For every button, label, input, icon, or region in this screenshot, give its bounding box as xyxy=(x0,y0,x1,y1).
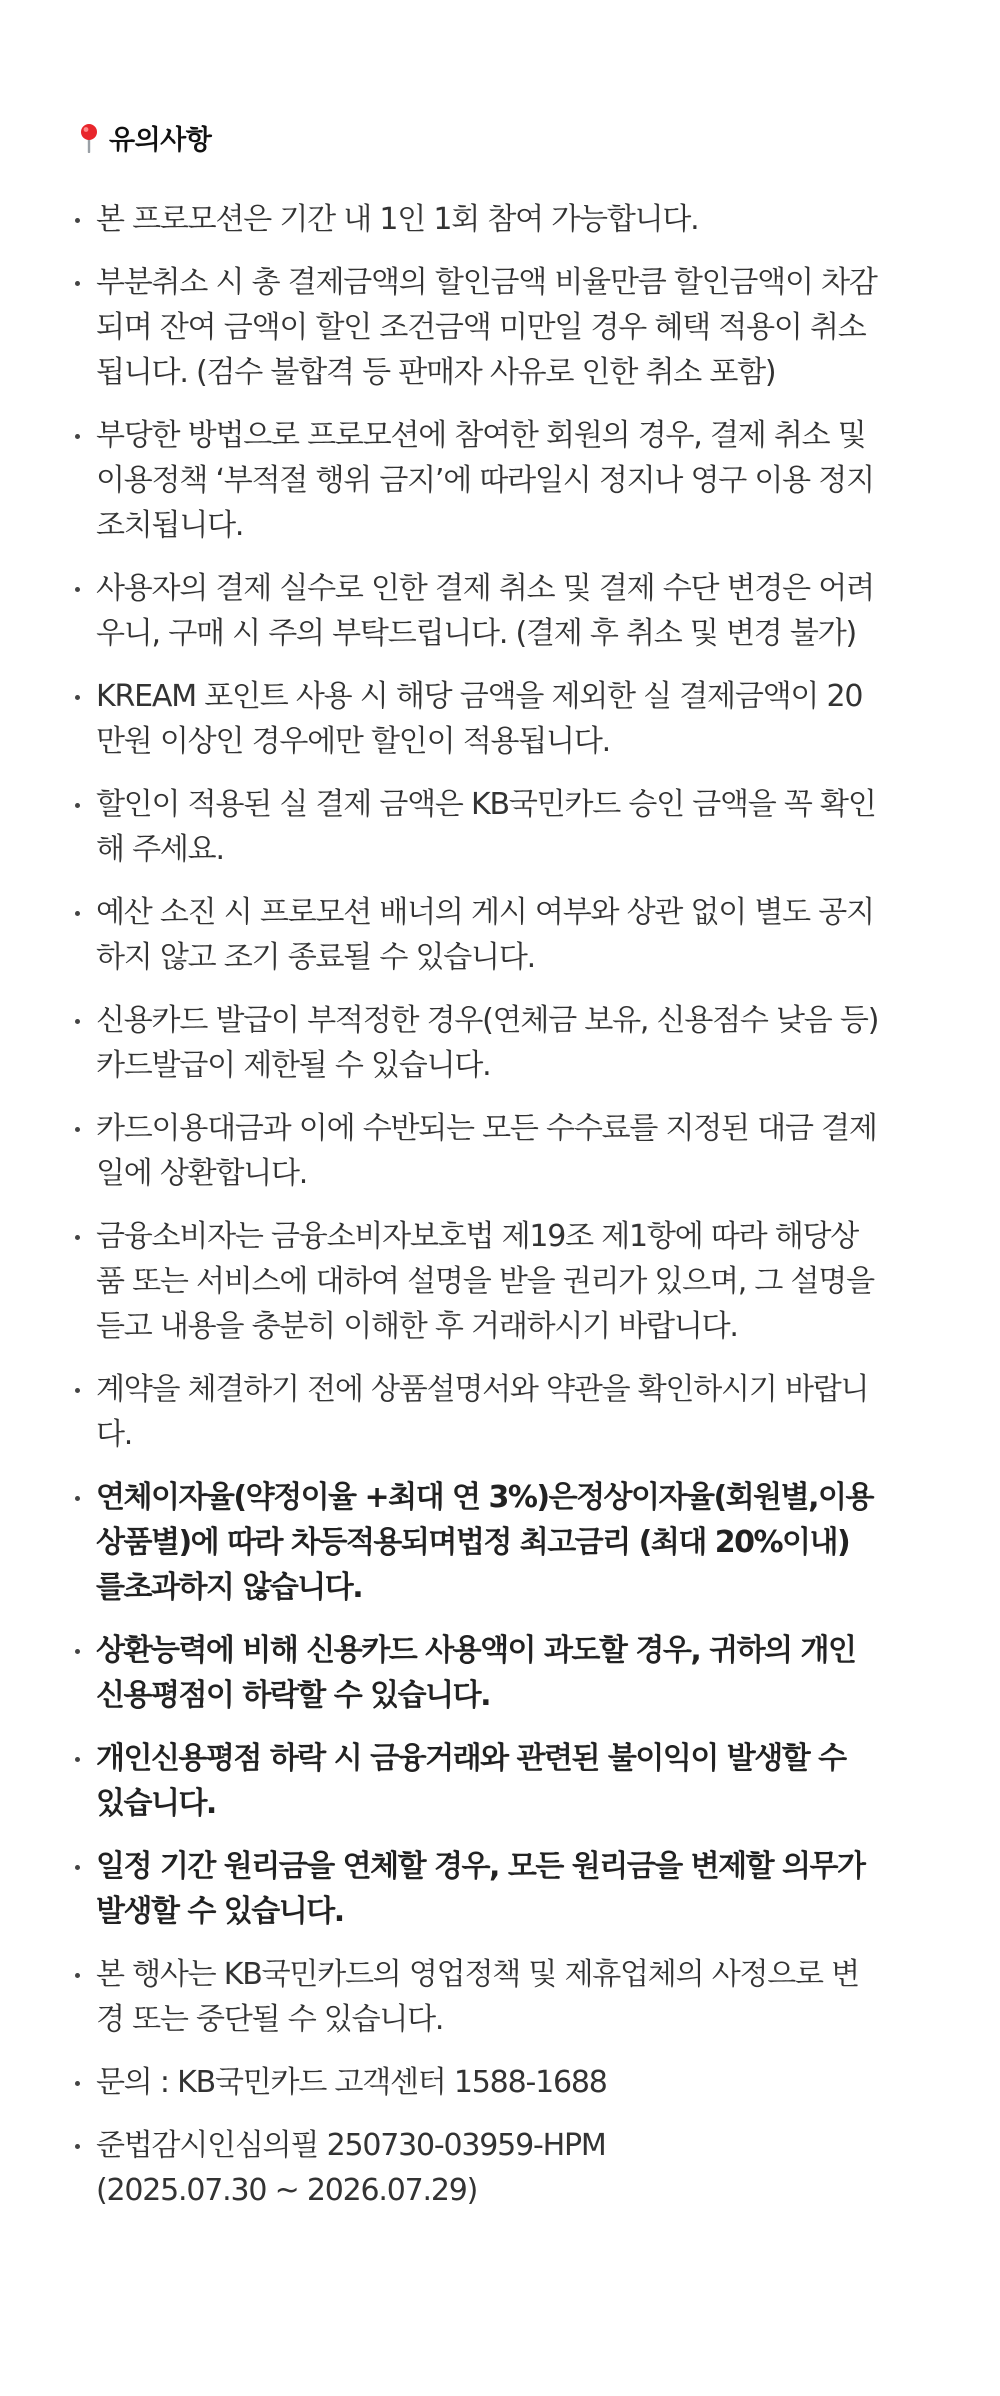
notice-item-line: 신용카드 발급이 부적정한 경우(연체금 보유, 신용점수 낮음 등) xyxy=(96,1003,879,1038)
notice-item-line: 일에 상환합니다. xyxy=(96,1156,308,1191)
notice-item xyxy=(75,1106,930,1196)
notice-item xyxy=(75,1475,930,1610)
notice-item-line: 금융소비자는 금융소비자보호법 제19조 제1항에 따라 해당상 xyxy=(96,1219,859,1254)
notice-title: 유의사항 xyxy=(109,125,212,156)
notice-item-line: 이용정책 ‘부적절 행위 금지’에 따라일시 정지나 영구 이용 정지 xyxy=(96,463,874,498)
notice-item xyxy=(75,998,930,1088)
notice-item-line: 만원 이상인 경우에만 할인이 적용됩니다. xyxy=(96,724,610,759)
notice-item-line: 있습니다. xyxy=(96,1786,216,1821)
notice-item-line: 카드발급이 제한될 수 있습니다. xyxy=(96,1048,491,1083)
notice-heading xyxy=(75,118,930,157)
notice-item xyxy=(75,413,930,548)
notice-item-line: 해 주세요. xyxy=(96,832,224,867)
notice-item-line: 하지 않고 조기 종료될 수 있습니다. xyxy=(96,940,535,975)
notice-item-line: 예산 소진 시 프로모션 배너의 게시 여부와 상관 없이 별도 공지 xyxy=(96,895,874,930)
notice-item-line: 사용자의 결제 실수로 인한 결제 취소 및 결제 수단 변경은 어려 xyxy=(96,571,874,606)
notice-item-line: 듣고 내용을 충분히 이해한 후 거래하시기 바랍니다. xyxy=(96,1309,738,1344)
notice-item xyxy=(75,1952,930,2042)
notice-item-line: 상환능력에 비해 신용카드 사용액이 과도할 경우, 귀하의 개인 xyxy=(96,1633,856,1668)
notice-item-line: 상품별)에 따라 차등적용되며법정 최고금리 (최대 20%이내) xyxy=(96,1525,850,1560)
notice-item-line: 본 행사는 KB국민카드의 영업정책 및 제휴업체의 사정으로 변 xyxy=(96,1957,859,1992)
notice-item-line: 조치됩니다. xyxy=(96,508,244,543)
notice-list xyxy=(75,197,930,2213)
notice-item-line: 신용평점이 하락할 수 있습니다. xyxy=(96,1678,490,1713)
notice-item-line: 우니, 구매 시 주의 부탁드립니다. (결제 후 취소 및 변경 불가) xyxy=(96,616,856,651)
notice-item xyxy=(75,2123,930,2213)
notice-item-line: (2025.07.30 ~ 2026.07.29) xyxy=(96,2173,478,2208)
notice-item-line: 계약을 체결하기 전에 상품설명서와 약관을 확인하시기 바랍니 xyxy=(96,1372,869,1407)
notice-item-line: 본 프로모션은 기간 내 1인 1회 참여 가능합니다. xyxy=(96,202,699,237)
notice-item xyxy=(75,674,930,764)
notice-item xyxy=(75,1214,930,1349)
notice-item xyxy=(75,1736,930,1826)
notice-item xyxy=(75,566,930,656)
notice-item-line: 됩니다. (검수 불합격 등 판매자 사유로 인한 취소 포함) xyxy=(96,355,776,390)
notice-item xyxy=(75,890,930,980)
notice-item-line: 부분취소 시 총 결제금액의 할인금액 비율만큼 할인금액이 차감 xyxy=(96,265,877,300)
notice-item-line: 를초과하지 않습니다. xyxy=(96,1570,363,1605)
notice-item xyxy=(75,1844,930,1934)
notice-item xyxy=(75,260,930,395)
pushpin-icon xyxy=(75,123,103,153)
notice-item-line: 일정 기간 원리금을 연체할 경우, 모든 원리금을 변제할 의무가 xyxy=(96,1849,865,1884)
notice-item-line: 개인신용평점 하락 시 금융거래와 관련된 불이익이 발생할 수 xyxy=(96,1741,846,1776)
notice-item-line: 경 또는 중단될 수 있습니다. xyxy=(96,2002,444,2037)
notice-item-line: 발생할 수 있습니다. xyxy=(96,1894,344,1929)
notice-item-line: 카드이용대금과 이에 수반되는 모든 수수료를 지정된 대금 결제 xyxy=(96,1111,877,1146)
notice-item-line: 되며 잔여 금액이 할인 조건금액 미만일 경우 혜택 적용이 취소 xyxy=(96,310,866,345)
notice-item xyxy=(75,1628,930,1718)
notice-item xyxy=(75,2060,930,2105)
notice-item-line: 할인이 적용된 실 결제 금액은 KB국민카드 승인 금액을 꼭 확인 xyxy=(96,787,876,822)
notice-item-line: 준법감시인심의필 250730-03959-HPM xyxy=(96,2128,606,2163)
notice-item-line: 부당한 방법으로 프로모션에 참여한 회원의 경우, 결제 취소 및 xyxy=(96,418,866,453)
notice-item-line: KREAM 포인트 사용 시 해당 금액을 제외한 실 결제금액이 20 xyxy=(96,679,863,714)
notice-item-line: 다. xyxy=(96,1417,133,1452)
notice-item-line: 연체이자율(약정이율 +최대 연 3%)은정상이자율(회원별,이용 xyxy=(96,1480,873,1515)
notice-item xyxy=(75,1367,930,1457)
notice-item-line: 품 또는 서비스에 대하여 설명을 받을 권리가 있으며, 그 설명을 xyxy=(96,1264,874,1299)
notice-item xyxy=(75,782,930,872)
notice-item-line: 문의 : KB국민카드 고객센터 1588-1688 xyxy=(96,2065,607,2100)
notice-item xyxy=(75,197,930,242)
